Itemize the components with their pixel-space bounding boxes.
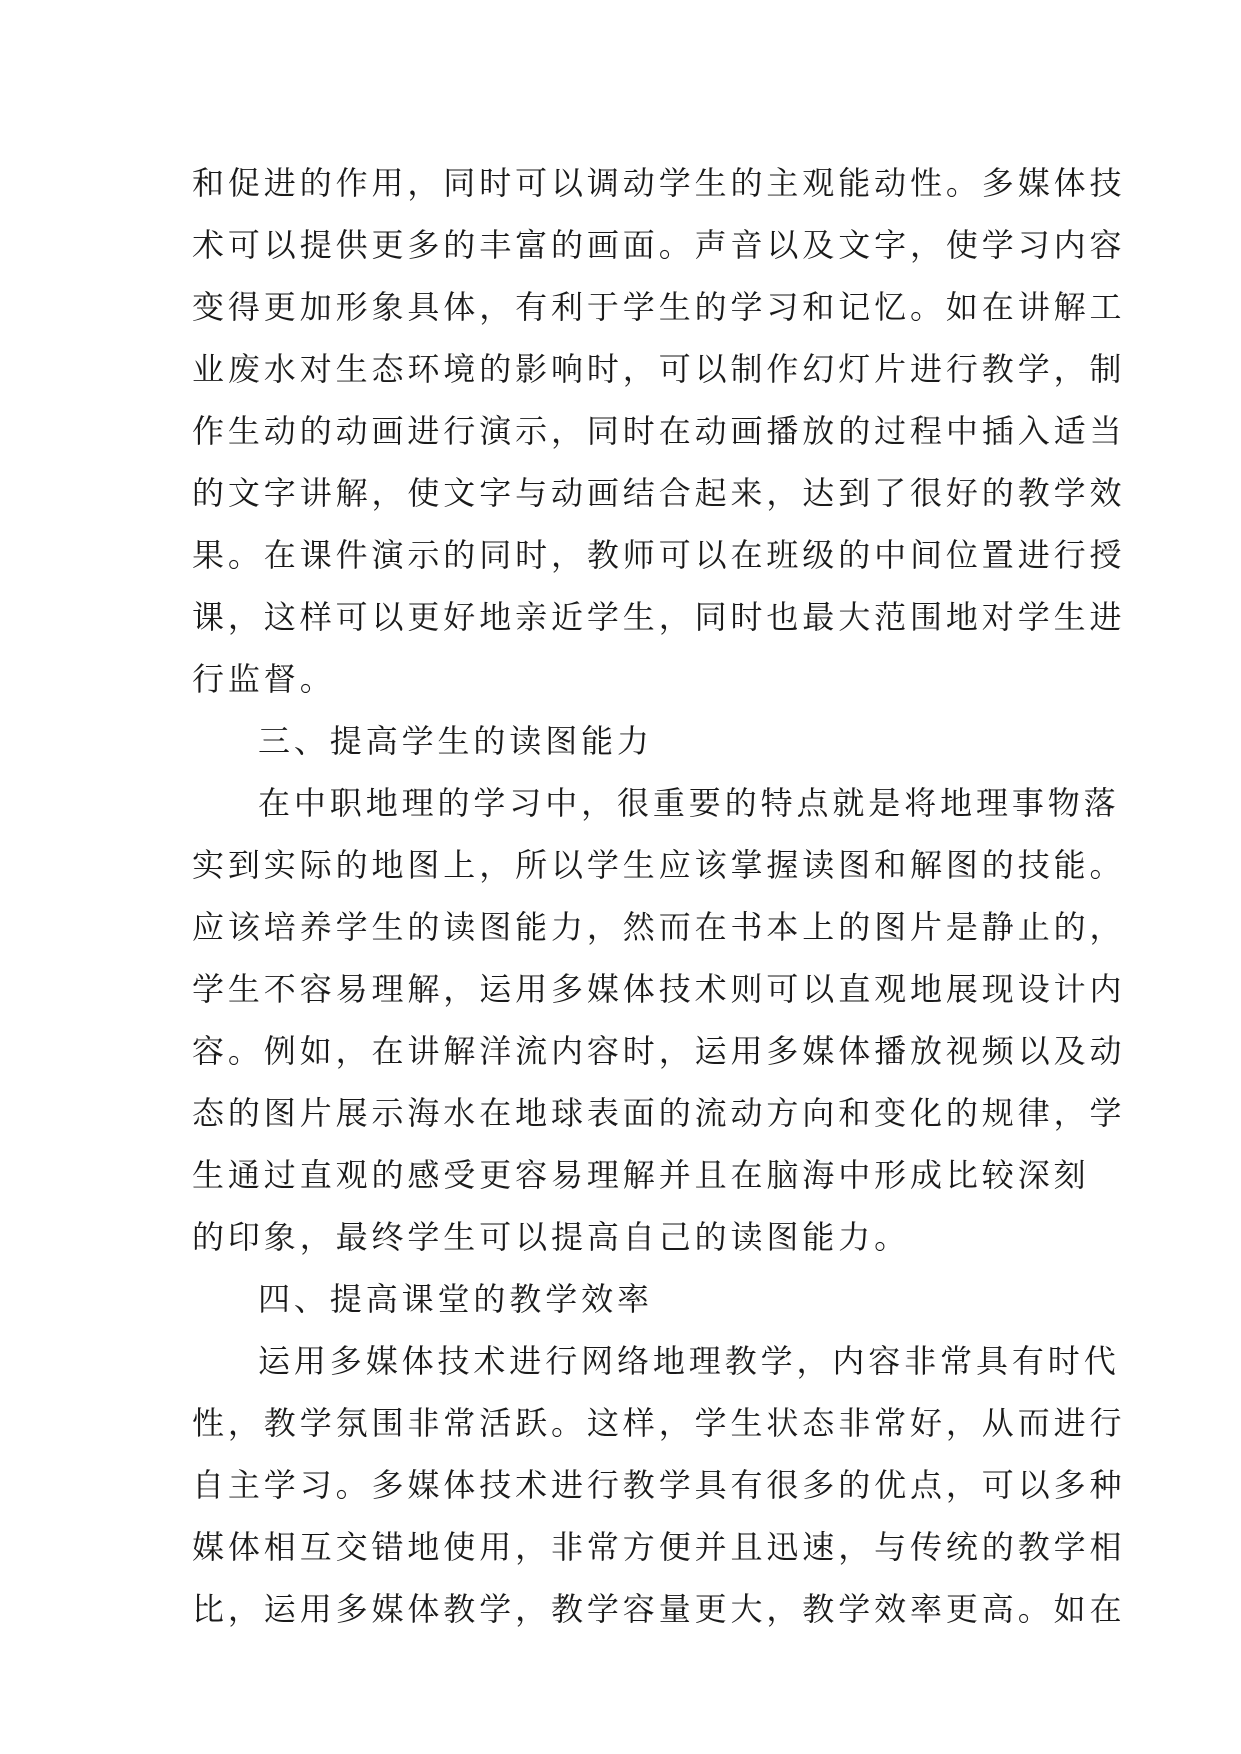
- body-text-line: 果。在课件演示的同时，教师可以在班级的中间位置进行授: [192, 536, 1126, 574]
- body-text-line: 生通过直观的感受更容易理解并且在脑海中形成比较深刻: [192, 1156, 1090, 1194]
- body-text-line: 态的图片展示海水在地球表面的流动方向和变化的规律，学: [192, 1094, 1126, 1132]
- body-text-line: 术可以提供更多的丰富的画面。声音以及文字，使学习内容: [192, 226, 1126, 264]
- body-text-line: 学生不容易理解，运用多媒体技术则可以直观地展现设计内: [192, 970, 1126, 1008]
- body-text-line: 的印象，最终学生可以提高自己的读图能力。: [192, 1218, 911, 1256]
- body-text-line: 变得更加形象具体，有利于学生的学习和记忆。如在讲解工: [192, 288, 1126, 326]
- body-text-line: 媒体相互交错地使用，非常方便并且迅速，与传统的教学相: [192, 1528, 1126, 1566]
- body-text-line: 自主学习。多媒体技术进行教学具有很多的优点，可以多种: [192, 1466, 1126, 1504]
- body-text-line: 作生动的动画进行演示，同时在动画播放的过程中插入适当: [192, 412, 1126, 450]
- body-text-line: 容。例如，在讲解洋流内容时，运用多媒体播放视频以及动: [192, 1032, 1126, 1070]
- body-text-line: 应该培养学生的读图能力，然而在书本上的图片是静止的，: [192, 908, 1126, 946]
- paragraph-first-line: 在中职地理的学习中，很重要的特点就是将地理事物落: [258, 784, 1120, 822]
- body-text-line: 比，运用多媒体教学，教学容量更大，教学效率更高。如在: [192, 1590, 1126, 1628]
- body-text-line: 实到实际的地图上，所以学生应该掌握读图和解图的技能。: [192, 846, 1126, 884]
- body-text-line: 业废水对生态环境的影响时，可以制作幻灯片进行教学，制: [192, 350, 1126, 388]
- body-text-line: 课，这样可以更好地亲近学生，同时也最大范围地对学生进: [192, 598, 1126, 636]
- body-text-line: 行监督。: [192, 660, 336, 698]
- body-text-line: 和促进的作用，同时可以调动学生的主观能动性。多媒体技: [192, 164, 1126, 202]
- body-text-line: 的文字讲解，使文字与动画结合起来，达到了很好的教学效: [192, 474, 1126, 512]
- paragraph-first-line: 运用多媒体技术进行网络地理教学，内容非常具有时代: [258, 1342, 1120, 1380]
- section-heading-4: 四、提高课堂的教学效率: [258, 1280, 653, 1318]
- body-text-line: 性，教学氛围非常活跃。这样，学生状态非常好，从而进行: [192, 1404, 1126, 1442]
- section-heading-3: 三、提高学生的读图能力: [258, 722, 653, 760]
